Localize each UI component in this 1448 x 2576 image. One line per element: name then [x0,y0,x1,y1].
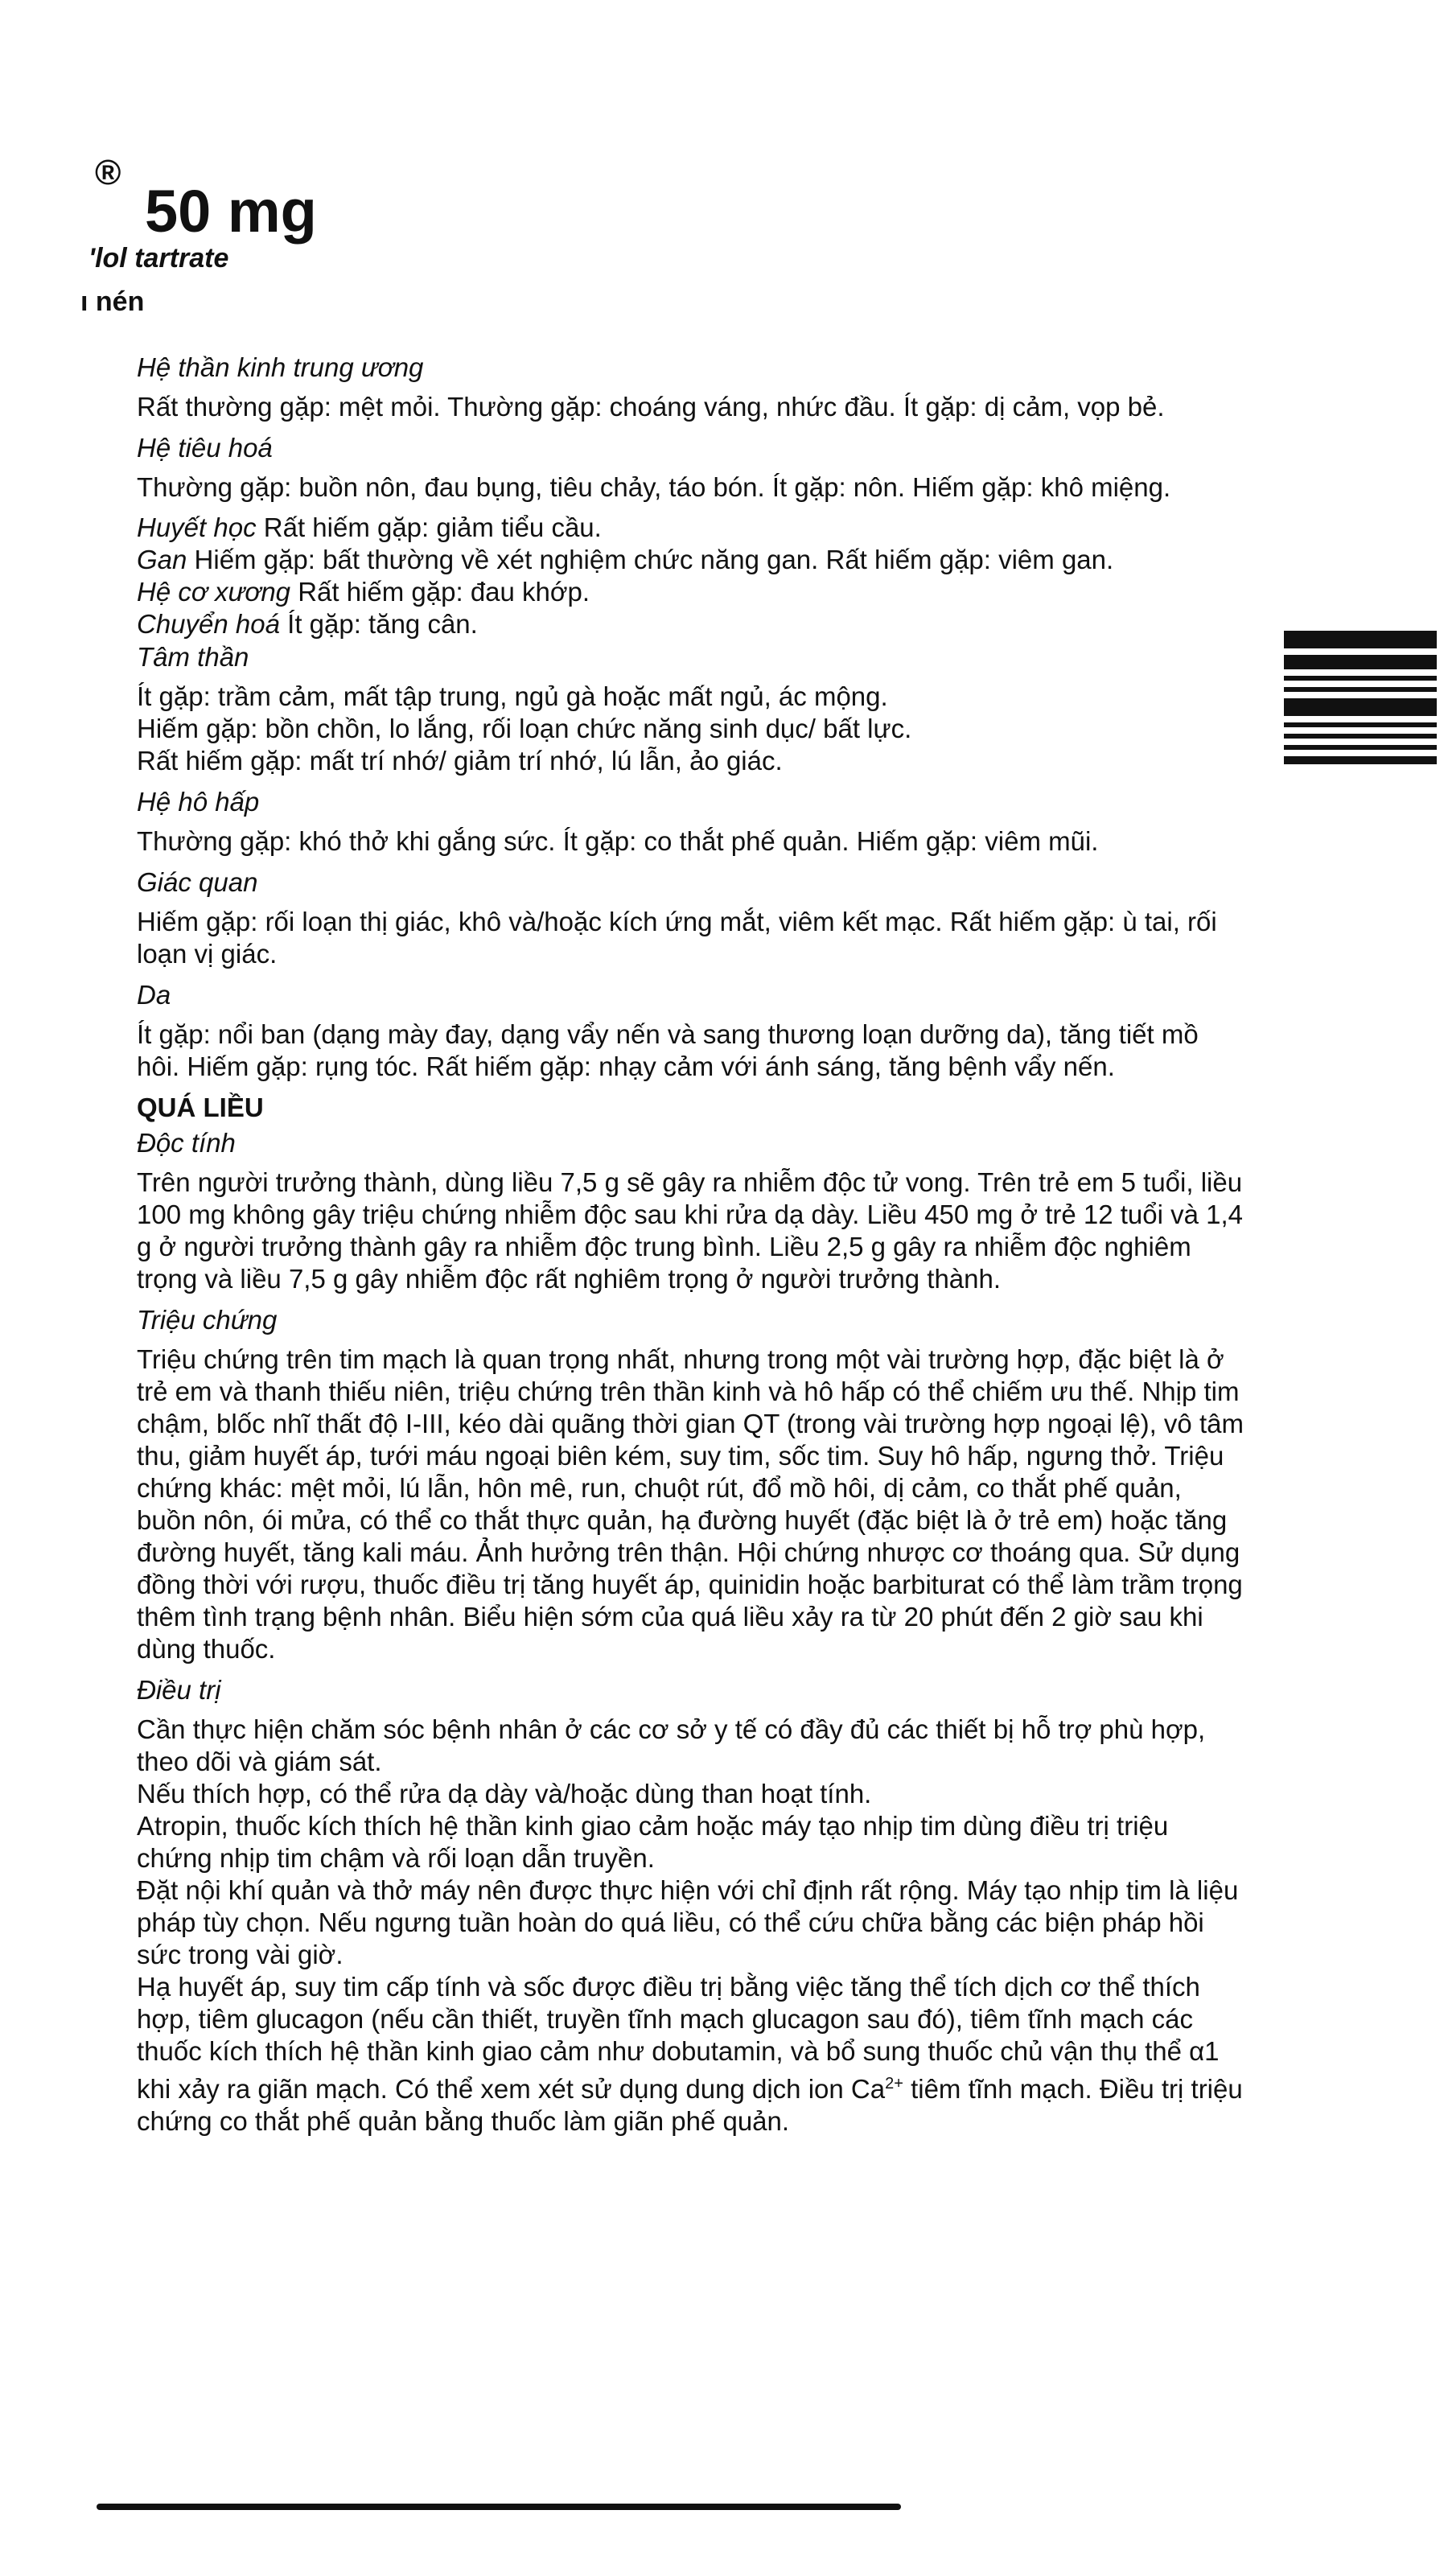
print-mark-bar [1284,734,1437,739]
section-psych [137,640,1247,777]
print-marks [1284,631,1437,771]
metab-text: Ít gặp: tăng cân. [279,609,478,639]
treatment-line: Atropin, thuốc kích thích hệ thần kinh giao cảm hoặc máy tạo nhịp tim dùng điều trị triệu chứng nhịp tim chậm và rối loạn dẫn truyền. [137,1811,1169,1873]
senses-heading: Giác quan [137,867,258,897]
cns-text: Rất thường gặp: mệt mỏi. Thường gặp: choáng váng, nhức đầu. Ít gặp: dị cảm, vọp bẻ. [137,392,1165,422]
skin-heading: Da [137,980,171,1010]
psych-line: Hiếm gặp: bồn chồn, lo lắng, rối loạn chức năng sinh dục/ bất lực. [137,714,912,743]
section-cns [137,351,1247,423]
section-blood [137,512,1247,544]
dosage-form: ı nén [80,286,145,317]
bottom-rule [97,2504,901,2510]
psych-line: Ít gặp: trầm cảm, mất tập trung, ngủ gà hoặc mất ngủ, ác mộng. [137,681,888,711]
section-toxicity [137,1126,1247,1295]
print-mark-bar [1284,722,1437,727]
registered-mark: ® [95,153,121,192]
print-mark-bar [1284,698,1437,716]
overdose-title: QUÁ LIỀU [137,1093,264,1122]
section-treatment [137,1673,1247,2138]
section-musculo [137,576,1247,608]
print-mark-bar [1284,655,1437,669]
cns-heading: Hệ thần kinh trung ương [137,352,424,382]
symptoms-text: Triệu chứng trên tim mạch là quan trọng nhất, nhưng trong một vài trường hợp, đặc biệt là ở trẻ em và thanh thiếu niên, triệu chứng trên thần kinh và hô hấp có thể chiếm ưu thế. Nhịp tim chậm, blốc nhĩ thất độ I-III, kéo dài quãng thời gian QT (trong vài trường hợp ngoại lệ), vô tâm thu, giảm huyết áp, tưới máu ngoại biên kém, suy tim, sốc tim. Suy hô hấp, ngưng thở. Triệu chứng khác: mệt mỏi, lú lẫn, hôn mê, run, chuột rút, đổ mồ hôi, dị cảm, co thắt phế quản, buồn nôn, ói mửa, có thể co thắt thực quản, hạ đường huyết (đặc biệt là ở trẻ em) hoặc tăng đường huyết, tăng kali máu. Ảnh hưởng trên thận. Hội chứng nhược cơ thoáng qua. Sử dụng đồng thời với rượu, thuốc điều trị tăng huyết áp, quinidin hoặc barbiturat có thể làm trầm trọng thêm tình trạng bệnh nhân. Biểu hiện sớm của quá liều xảy ra từ 20 phút đến 2 giờ sau khi dùng thuốc. [137,1344,1244,1664]
resp-text: Thường gặp: khó thở khi gắng sức. Ít gặp: co thắt phế quản. Hiếm gặp: viêm mũi. [137,826,1099,856]
musculo-text: Rất hiếm gặp: đau khớp. [290,577,590,607]
treatment-line: Cần thực hiện chăm sóc bệnh nhân ở các cơ sở y tế có đầy đủ các thiết bị hỗ trợ phù hợp, theo dõi và giám sát. [137,1714,1206,1776]
psych-heading: Tâm thần [137,642,249,672]
print-mark-bar [1284,631,1437,648]
toxicity-text: Trên người trưởng thành, dùng liều 7,5 g sẽ gây ra nhiễm độc tử vong. Trên trẻ em 5 tuổi, liều 100 mg không gây triệu chứng nhiễm độc sau khi rửa dạ dày. Liều 450 mg ở trẻ 12 tuổi và 1,4 g ở người trưởng thành gây ra nhiễm độc trung bình. Liều 2,5 g gây ra nhiễm độc nghiêm trọng và liều 7,5 g gây nhiễm độc rất nghiêm trọng ở người trưởng thành. [137,1167,1244,1294]
treatment-last-a: Hạ huyết áp, suy tim cấp tính và sốc được điều trị bằng việc tăng thể tích dịch cơ thể thích hợp, tiêm glucagon (nếu cần thiết, truyền tĩnh mạch glucagon sau đó), tiêm tĩnh mạch các thuốc kích thích hệ thần kinh giao cảm như dobutamin, và bổ sung thuốc chủ vận thụ thể α1 khi xảy ra giãn mạch. Có thể xem xét sử dụng dung dịch ion Ca [137,1972,1220,2104]
leaflet-body [137,351,1247,2138]
treatment-line: Đặt nội khí quản và thở máy nên được thực hiện với chỉ định rất rộng. Máy tạo nhịp tim là liệu pháp tùy chọn. Nếu ngưng tuần hoàn do quá liều, có thể cứu chữa bằng các biện pháp hồi sức trong vài giờ. [137,1875,1239,1969]
metab-heading: Chuyển hoá [137,609,280,639]
treatment-last [137,1971,1247,2138]
treatment-line: Nếu thích hợp, có thể rửa dạ dày và/hoặc dùng than hoạt tính. [137,1779,872,1809]
skin-text: Ít gặp: nổi ban (dạng mày đay, dạng vẩy nến và sang thương loạn dưỡng da), tăng tiết mồ hôi. Hiếm gặp: rụng tóc. Rất hiếm gặp: nhạy cảm với ánh sáng, tăng bệnh vẩy nến. [137,1019,1199,1081]
section-skin [137,978,1247,1083]
resp-heading: Hệ hô hấp [137,787,260,817]
calcium-charge: 2+ [885,2075,903,2092]
liver-heading: Gan [137,545,187,574]
print-mark-bar [1284,676,1437,681]
section-resp [137,785,1247,858]
senses-text: Hiếm gặp: rối loạn thị giác, khô và/hoặc kích ứng mắt, viêm kết mạc. Rất hiếm gặp: ù tai, rối loạn vị giác. [137,907,1217,969]
digestive-text: Thường gặp: buồn nôn, đau bụng, tiêu chảy, táo bón. Ít gặp: nôn. Hiếm gặp: khô miệng. [137,472,1171,502]
psych-line: Rất hiếm gặp: mất trí nhớ/ giảm trí nhớ, lú lẫn, ảo giác. [137,746,783,776]
print-mark-bar [1284,687,1437,692]
section-senses [137,866,1247,970]
section-liver [137,544,1247,576]
section-metab [137,608,1247,640]
digestive-heading: Hệ tiêu hoá [137,433,273,463]
blood-heading: Huyết học [137,512,257,542]
liver-text: Hiếm gặp: bất thường về xét nghiệm chức năng gan. Rất hiếm gặp: viêm gan. [187,545,1114,574]
product-dose: 50 mg [145,178,317,245]
print-mark-bar [1284,745,1437,750]
section-symptoms [137,1303,1247,1665]
generic-name: 'lol tartrate [88,243,229,274]
treatment-heading: Điều trị [137,1675,221,1705]
treatment-last-b: tiêm tĩnh mạch. Điều trị triệu chứng co thắt phế quản bằng thuốc làm giãn phế quản. [137,2074,1243,2136]
symptoms-heading: Triệu chứng [137,1305,278,1335]
print-mark-bar [1284,756,1437,764]
toxicity-heading: Độc tính [137,1128,236,1158]
blood-text: Rất hiếm gặp: giảm tiểu cầu. [256,512,602,542]
section-digestive [137,431,1247,504]
musculo-heading: Hệ cơ xương [137,577,291,607]
